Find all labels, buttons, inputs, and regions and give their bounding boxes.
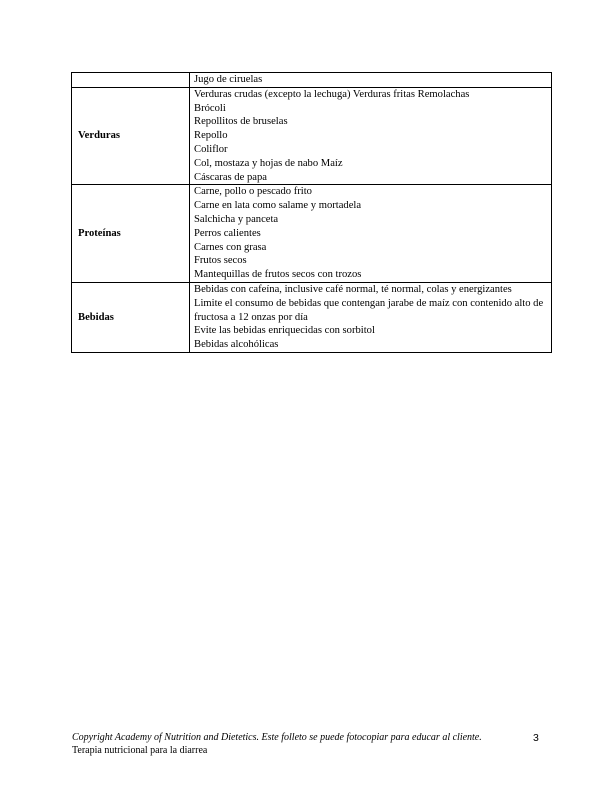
copyright-notice: Copyright Academy of Nutrition and Dietetics. Este folleto se puede fotocopiar para educar al cliente. (72, 732, 482, 743)
table-row (72, 73, 552, 88)
items-cell (190, 87, 552, 185)
list-item: Bebidas con cafeína, inclusive café normal, té normal, colas y energizantes (194, 283, 512, 295)
list-item: Verduras crudas (excepto la lechuga) Verduras fritas Remolachas (194, 88, 470, 100)
list-item: Col, mostaza y hojas de nabo Maíz (194, 157, 343, 169)
items-cell (190, 185, 552, 283)
list-item: Carne en lata como salame y mortadela (194, 200, 362, 212)
table-row (72, 185, 552, 283)
list-item: Bebidas alcohólicas (194, 339, 279, 351)
list-item: Mantequillas de frutos secos con trozos (194, 269, 362, 281)
list-item: Perros calientes (194, 227, 261, 239)
list-item: Evite las bebidas enriquecidas con sorbitol (194, 325, 375, 337)
category-cell (72, 73, 190, 88)
page-footer (72, 731, 512, 757)
items-cell (190, 282, 552, 352)
list-item: Jugo de ciruelas (194, 74, 263, 85)
list-item: Coliflor (194, 143, 228, 155)
list-item: Carnes con grasa (194, 241, 267, 253)
list-item: Salchicha y panceta (194, 213, 279, 225)
list-item: Repollo (194, 130, 228, 142)
page-number: 3 (533, 732, 539, 744)
category-cell: Proteínas (72, 185, 190, 283)
table-row (72, 282, 552, 352)
list-item: Brócoli (194, 102, 226, 114)
category-cell: Bebidas (72, 282, 190, 352)
foods-to-avoid-table (71, 72, 552, 353)
list-item: Frutos secos (194, 255, 247, 267)
list-item: Repollitos de bruselas (194, 116, 288, 128)
list-item: Cáscaras de papa (194, 171, 267, 183)
table-row (72, 87, 552, 185)
items-cell (190, 73, 552, 88)
list-item: Limite el consumo de bebidas que contengan jarabe de maíz con contenido alto de fructosa a 12 onzas por día (194, 297, 544, 323)
category-cell: Verduras (72, 87, 190, 185)
list-item: Carne, pollo o pescado frito (194, 186, 312, 198)
handout-title: Terapia nutricional para la diarrea (72, 745, 208, 756)
